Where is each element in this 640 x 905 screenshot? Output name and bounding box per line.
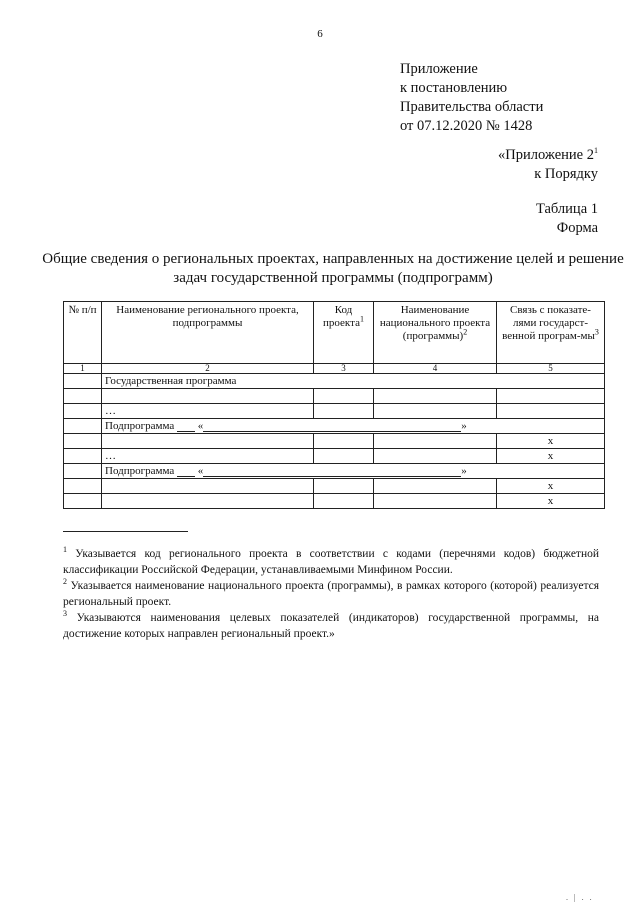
- table-cell: [374, 389, 497, 404]
- table-row: [64, 389, 605, 404]
- regional-projects-table: [63, 301, 605, 509]
- document-title: Общие сведения о региональных проектах, направленных на достижение целей и решение задач государственной программы (подпрограмм): [42, 251, 624, 286]
- blank-line: [177, 465, 195, 477]
- header-line: к постановлению: [400, 80, 508, 96]
- table-cell: [314, 479, 374, 494]
- table-row: [64, 419, 605, 434]
- table-cell: [64, 494, 102, 509]
- column-number-row: [64, 364, 605, 374]
- header-indicators-link: Связь с показате-лями государст-венной програм-$мы^3$: [497, 302, 605, 364]
- header-national-project: Наименование национального проекта (программы)$^2$: [374, 302, 497, 364]
- header-line: Приложение: [400, 61, 478, 77]
- table-header-row: [64, 302, 605, 364]
- table-cell: [374, 404, 497, 419]
- column-number: 5: [497, 364, 605, 374]
- header-line: Правительства области: [400, 99, 544, 115]
- table-cell: [374, 449, 497, 464]
- state-program-label: Государственная программа: [102, 374, 605, 389]
- table-cell: [374, 434, 497, 449]
- appendix-header: [400, 60, 543, 136]
- column-number: 1: [64, 364, 102, 374]
- table-cell: [102, 389, 314, 404]
- table-label: [536, 200, 598, 238]
- table-cell: [102, 479, 314, 494]
- page-number: 6: [317, 28, 323, 40]
- column-number: 2: [102, 364, 314, 374]
- blank-line: [203, 465, 461, 477]
- table-cell: [374, 494, 497, 509]
- table-cell: [64, 464, 102, 479]
- subprogram-row-label: Подпрограмма « »: [102, 419, 605, 434]
- footnotes: [63, 546, 599, 642]
- appendix-ref-line-2: к Порядку: [534, 166, 598, 182]
- footnote: $^2$ Указывается наименование национального проекта (программы), в рамках которого (которой) реализуется региональный проект.: [63, 577, 600, 608]
- scan-mark: . | . .: [566, 893, 594, 902]
- subprogram-row-label: Подпрограмма « »: [102, 464, 605, 479]
- table-cell: [374, 479, 497, 494]
- table-cell: [64, 374, 102, 389]
- table-cell: [64, 434, 102, 449]
- table-label-line-1: Таблица 1: [535, 201, 598, 217]
- appendix-reference: [498, 146, 598, 184]
- table-cell: [497, 389, 605, 404]
- table-row: [64, 434, 605, 449]
- ellipsis-cell: …: [102, 449, 314, 464]
- footnote-divider: [63, 531, 188, 532]
- table-row: [64, 449, 605, 464]
- table-cell: [102, 494, 314, 509]
- table-cell: [64, 404, 102, 419]
- footnote: $^1$ Указывается код регионального проекта в соответствии с кодами (перечнями кодов) бюджетной классификации Российской Федерации, устанавливаемыми Минфином России.: [63, 545, 600, 576]
- table-cell: [314, 494, 374, 509]
- table-row: [64, 404, 605, 419]
- table-cell: [314, 449, 374, 464]
- table-row: [64, 494, 605, 509]
- table-label-line-2: Форма: [556, 220, 598, 236]
- x-mark-cell: x: [497, 449, 605, 464]
- table-row: [64, 464, 605, 479]
- table-cell: [64, 419, 102, 434]
- header-number: № п/п: [64, 302, 102, 364]
- table-cell: [497, 404, 605, 419]
- x-mark-cell: x: [497, 479, 605, 494]
- table-cell: [314, 434, 374, 449]
- table-cell: [64, 449, 102, 464]
- footnote: $^3$ Указываются наименования целевых показателей (индикаторов) государственной программы, на достижение которых направлен региональный проект.»: [63, 609, 600, 640]
- table-cell: [102, 434, 314, 449]
- header-line: от 07.12.2020 № 1428: [400, 118, 533, 134]
- header-project-name: Наименование регионального проекта, подпрограммы: [102, 302, 314, 364]
- ellipsis-cell: …: [102, 404, 314, 419]
- table-cell: [64, 479, 102, 494]
- table-cell: [314, 389, 374, 404]
- table-row: [64, 479, 605, 494]
- table-cell: [314, 404, 374, 419]
- header-project-code: Код проекта$^1$: [314, 302, 374, 364]
- x-mark-cell: x: [497, 434, 605, 449]
- column-number: 3: [314, 364, 374, 374]
- table-row: [64, 374, 605, 389]
- blank-line: [203, 420, 461, 432]
- table-cell: [64, 389, 102, 404]
- appendix-ref-line-1: «Приложение $2^1$: [498, 146, 598, 163]
- blank-line: [177, 420, 195, 432]
- x-mark-cell: x: [497, 494, 605, 509]
- column-number: 4: [374, 364, 497, 374]
